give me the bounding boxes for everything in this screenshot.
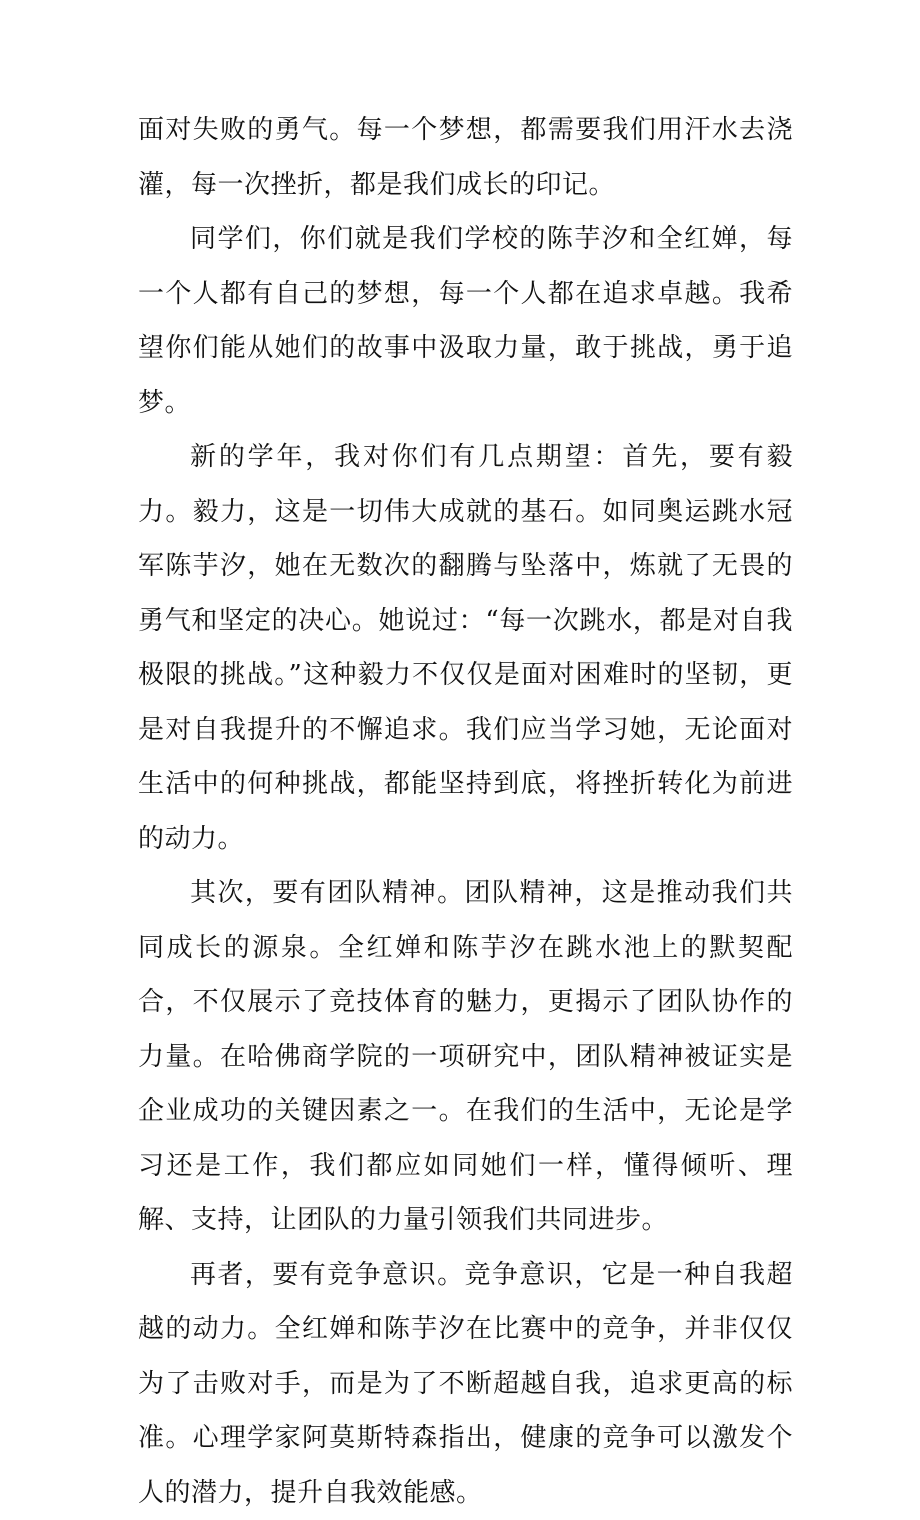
paragraph-competition: 再者，要有竞争意识。竞争意识，它是一种自我超越的动力。全红婵和陈芋汐在比赛中的竞争，并非仅仅为了击败对手，而是为了不断超越自我，追求更高的标准。心理学家阿莫斯特森指出，健康的竞争可以激发个人的潜力，提升自我效能感。 — [138, 1248, 793, 1520]
document-body — [138, 103, 793, 1520]
paragraph-students: 同学们，你们就是我们学校的陈芋汐和全红婵，每一个人都有自己的梦想，每一个人都在追求卓越。我希望你们能从她们的故事中汲取力量，敢于挑战，勇于追梦。 — [138, 212, 793, 430]
paragraph-perseverance: 新的学年，我对你们有几点期望：首先，要有毅力。毅力，这是一切伟大成就的基石。如同奥运跳水冠军陈芋汐，她在无数次的翻腾与坠落中，炼就了无畏的勇气和坚定的决心。她说过：“每一次跳水，都是对自我极限的挑战。”这种毅力不仅仅是面对困难时的坚韧，更是对自我提升的不懈追求。我们应当学习她，无论面对生活中的何种挑战，都能坚持到底，将挫折转化为前进的动力。 — [138, 430, 793, 866]
paragraph-continuation: 面对失败的勇气。每一个梦想，都需要我们用汗水去浇灌，每一次挫折，都是我们成长的印记。 — [138, 103, 793, 212]
paragraph-teamwork: 其次，要有团队精神。团队精神，这是推动我们共同成长的源泉。全红婵和陈芋汐在跳水池上的默契配合，不仅展示了竞技体育的魅力，更揭示了团队协作的力量。在哈佛商学院的一项研究中，团队精神被证实是企业成功的关键因素之一。在我们的生活中，无论是学习还是工作，我们都应如同她们一样，懂得倾听、理解、支持，让团队的力量引领我们共同进步。 — [138, 866, 793, 1248]
